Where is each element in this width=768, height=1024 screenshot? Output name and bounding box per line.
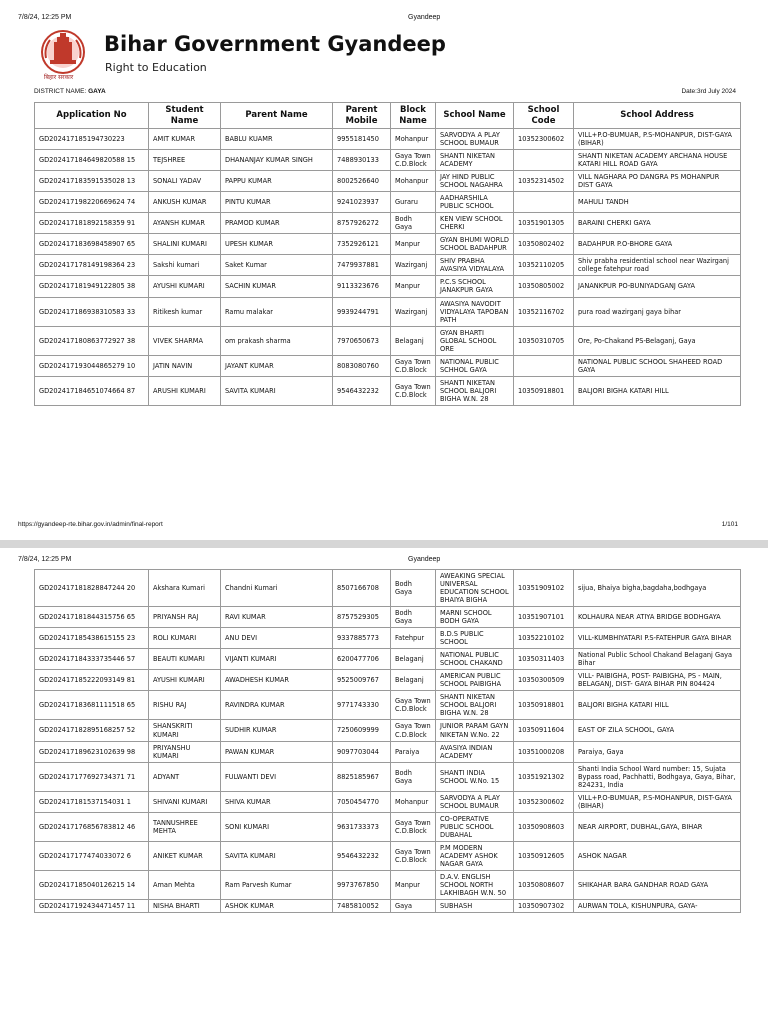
student-name-cell: SONALI YADAV [149,171,221,192]
school-address-cell: KOLHAURA NEAR ATIYA BRIDGE BODHGAYA [574,607,741,628]
student-name-cell: Sakshi kumari [149,255,221,276]
table-row [35,255,741,276]
table-row [35,670,741,691]
table-row [35,129,741,150]
student-name-cell: JATIN NAVIN [149,355,221,376]
parent-mobile-cell: 7485810052 [333,900,391,913]
school-name-cell: SHANTI NIKETAN SCHOOL BALJORI BIGHA W.N. 28 [436,376,514,405]
parent-name-cell: Ramu malakar [221,297,333,326]
table-row [35,355,741,376]
student-name-cell: ROLI KUMARI [149,628,221,649]
column-header: Block Name [391,103,436,129]
block-name-cell: Mohanpur [391,129,436,150]
application-no-cell: GD202417185040126215 14 [35,870,149,899]
block-name-cell: Manpur [391,234,436,255]
table-row [35,570,741,607]
school-name-cell: CO-OPERATIVE PUBLIC SCHOOL DUBAHAL [436,812,514,841]
school-code-cell: 10351907101 [514,607,574,628]
school-name-cell: SHANTI NIKETAN ACADEMY [436,150,514,171]
school-name-cell: SUBHASH [436,900,514,913]
application-no-cell: GD202417189623102639 98 [35,741,149,762]
school-address-cell: JANANKPUR PO-BUNIYADGANJ GAYA [574,276,741,297]
school-name-cell: P.M MODERN ACADEMY ASHOK NAGAR GAYA [436,841,514,870]
parent-mobile-cell: 6200477706 [333,649,391,670]
parent-name-cell: Ram Parvesh Kumar [221,870,333,899]
block-name-cell: Mohanpur [391,171,436,192]
application-no-cell: GD202417183591535028 13 [35,171,149,192]
application-no-cell: GD202417182895168257 52 [35,720,149,741]
student-name-cell: SHALINI KUMARI [149,234,221,255]
block-name-cell: Gaya Town C.D.Block [391,355,436,376]
school-code-cell: 10352110205 [514,255,574,276]
table-body [35,570,741,913]
school-code-cell: 10350300509 [514,670,574,691]
column-header: Parent Mobile [333,103,391,129]
block-name-cell: Paraiya [391,741,436,762]
student-name-cell: BEAUTI KUMARI [149,649,221,670]
parent-name-cell: SACHIN KUMAR [221,276,333,297]
block-name-cell: Gaya Town C.D.Block [391,841,436,870]
student-name-cell: AYUSHI KUMARI [149,670,221,691]
parent-name-cell: VIJANTI KUMARI [221,649,333,670]
school-name-cell: AWASIYA NAVODIT VIDYALAYA TAPOBAN PATH [436,297,514,326]
student-name-cell: ADYANT [149,762,221,791]
table-row [35,234,741,255]
table-row [35,741,741,762]
application-no-cell: GD202417184651074664 87 [35,376,149,405]
application-no-cell: GD202417181844315756 65 [35,607,149,628]
column-header: Parent Name [221,103,333,129]
application-no-cell: GD202417183698458907 65 [35,234,149,255]
footer-url: https://gyandeep-rte.bihar.gov.in/admin/final-report [18,521,163,528]
table-row [35,297,741,326]
student-name-cell: AMIT KUMAR [149,129,221,150]
parent-name-cell: SAVITA KUMARI [221,376,333,405]
block-name-cell: Gaya Town C.D.Block [391,720,436,741]
district-label: DISTRICT NAME: [34,88,87,95]
print-site-name: Gyandeep [408,14,441,21]
school-code-cell: 10350918801 [514,376,574,405]
parent-mobile-cell: 7970650673 [333,326,391,355]
table-body [35,129,741,406]
block-name-cell: Guraru [391,192,436,213]
school-code-cell: 10351909102 [514,570,574,607]
block-name-cell: Gaya Town C.D.Block [391,376,436,405]
application-no-cell: GD202417192434471457 11 [35,900,149,913]
student-name-cell: TEJSHREE [149,150,221,171]
parent-name-cell: DHANANJAY KUMAR SINGH [221,150,333,171]
school-address-cell: ASHOK NAGAR [574,841,741,870]
block-name-cell: Fatehpur [391,628,436,649]
report-date: Date:3rd July 2024 [681,88,736,95]
school-address-cell: Paraiya, Gaya [574,741,741,762]
parent-mobile-cell: 9939244791 [333,297,391,326]
school-name-cell: SARVODYA A PLAY SCHOOL BUMAUR [436,791,514,812]
school-address-cell: Shanti India School Ward number: 15, Sujata Bypass road, Pachhatti, Bodhgaya, Gaya, Bihar, 824231, India [574,762,741,791]
school-address-cell: Shiv prabha residential school near Wazirganj college fatehpur road [574,255,741,276]
school-address-cell: BADAHPUR P.O-BHORE GAYA [574,234,741,255]
school-name-cell: D.A.V. ENGLISH SCHOOL NORTH LAKHIBAGH W.N. 50 [436,870,514,899]
block-name-cell: Bodh Gaya [391,213,436,234]
student-name-cell: VIVEK SHARMA [149,326,221,355]
school-name-cell: JAY HIND PUBLIC SCHOOL NAGAHRA [436,171,514,192]
student-name-cell: Aman Mehta [149,870,221,899]
parent-name-cell: PAWAN KUMAR [221,741,333,762]
application-no-cell: GD202417184649820588 15 [35,150,149,171]
school-code-cell: 10350808607 [514,870,574,899]
table-row [35,720,741,741]
parent-mobile-cell: 8083080760 [333,355,391,376]
school-address-cell: pura road wazirganj gaya bihar [574,297,741,326]
application-no-cell: GD202417183681111518 65 [35,691,149,720]
parent-name-cell: SUDHIR KUMAR [221,720,333,741]
school-address-cell: VILL NAGHARA PO DANGRA PS MOHANPUR DIST GAYA [574,171,741,192]
parent-mobile-cell: 9241023937 [333,192,391,213]
block-name-cell: Wazirganj [391,255,436,276]
school-address-cell: MAHULI TANDH [574,192,741,213]
block-name-cell: Gaya Town C.D.Block [391,812,436,841]
school-code-cell [514,355,574,376]
table-row [35,150,741,171]
school-address-cell: SHANTI NIKETAN ACADEMY ARCHANA HOUSE KATARI HILL ROAD GAYA [574,150,741,171]
school-address-cell: AURWAN TOLA, KISHUNPURA, GAYA- [574,900,741,913]
school-address-cell: BALJORI BIGHA KATARI HILL [574,376,741,405]
school-name-cell: SHIV PRABHA AVASIYA VIDYALAYA [436,255,514,276]
parent-mobile-cell: 8002526640 [333,171,391,192]
school-code-cell: 10350802402 [514,234,574,255]
school-name-cell: SARVODYA A PLAY SCHOOL BUMAUR [436,129,514,150]
logo-caption: बिहार सरकार [44,74,74,81]
application-no-cell: GD202417177692734371 71 [35,762,149,791]
block-name-cell: Gaya Town C.D.Block [391,691,436,720]
parent-mobile-cell: 9525009767 [333,670,391,691]
table-row [35,841,741,870]
school-name-cell: NATIONAL PUBLIC SCHOOL CHAKAND [436,649,514,670]
parent-name-cell: FULWANTI DEVI [221,762,333,791]
parent-mobile-cell: 9546432232 [333,376,391,405]
table-row [35,691,741,720]
school-code-cell: 10350908603 [514,812,574,841]
table-row [35,870,741,899]
parent-name-cell: SAVITA KUMARI [221,841,333,870]
school-name-cell: AWEAKING SPECIAL UNIVERSAL EDUCATION SCHOOL BHAIYA BIGHA [436,570,514,607]
table-row [35,376,741,405]
table-row [35,812,741,841]
parent-name-cell: PINTU KUMAR [221,192,333,213]
table-row [35,649,741,670]
school-name-cell: SHANTI INDIA SCHOOL W.No. 15 [436,762,514,791]
parent-name-cell: ANU DEVI [221,628,333,649]
school-address-cell: NATIONAL PUBLIC SCHOOL SHAHEED ROAD GAYA [574,355,741,376]
student-name-cell: SHANSKRITI KUMARI [149,720,221,741]
application-no-cell: GD202417186938310583 33 [35,297,149,326]
print-datetime: 7/8/24, 12:25 PM [18,14,72,21]
parent-name-cell: SONI KUMARI [221,812,333,841]
school-name-cell: P.C.S SCHOOL JANAKPUR GAYA [436,276,514,297]
parent-name-cell: JAYANT KUMAR [221,355,333,376]
school-name-cell: AVASIYA INDIAN ACADEMY [436,741,514,762]
school-address-cell: VILL+P.O-BUMUAR, P.S-MOHANPUR, DIST-GAYA (BIHAR) [574,791,741,812]
district-line [34,88,106,95]
parent-mobile-cell: 9546432232 [333,841,391,870]
school-name-cell: AADHARSHILA PUBLIC SCHOOL [436,192,514,213]
student-name-cell: ARUSHI KUMARI [149,376,221,405]
student-name-cell: PRIYANSHU KUMARI [149,741,221,762]
application-no-cell: GD202417180863772927 38 [35,326,149,355]
footer-page-number: 1/101 [721,521,738,528]
parent-mobile-cell: 8507166708 [333,570,391,607]
parent-name-cell: UPESH KUMAR [221,234,333,255]
student-name-cell: ANKUSH KUMAR [149,192,221,213]
application-no-cell: GD202417176856783812 46 [35,812,149,841]
school-address-cell: NEAR AIRPORT, DUBHAL,GAYA, BIHAR [574,812,741,841]
application-no-cell: GD202417181828847244 20 [35,570,149,607]
table-row [35,607,741,628]
parent-mobile-cell: 9113323676 [333,276,391,297]
parent-mobile-cell: 8757529305 [333,607,391,628]
table-row [35,900,741,913]
student-name-cell: AYANSH KUMAR [149,213,221,234]
block-name-cell: Manpur [391,870,436,899]
parent-mobile-cell: 7479937881 [333,255,391,276]
application-no-cell: GD202417198220669624 74 [35,192,149,213]
school-address-cell: BALJORI BIGHA KATARI HILL [574,691,741,720]
column-header: Application No [35,103,149,129]
student-name-cell: Ritikesh kumar [149,297,221,326]
school-code-cell: 10352300602 [514,129,574,150]
table-row [35,762,741,791]
column-header: Student Name [149,103,221,129]
table-row [35,276,741,297]
parent-name-cell: ASHOK KUMAR [221,900,333,913]
school-name-cell: AMERICAN PUBLIC SCHOOL PAIBIGHA [436,670,514,691]
school-name-cell: GYAN BHARTI GLOBAL SCHOOL ORE [436,326,514,355]
parent-name-cell: SHIVA KUMAR [221,791,333,812]
parent-name-cell: Chandni Kumari [221,570,333,607]
student-name-cell: AYUSHI KUMARI [149,276,221,297]
school-address-cell: BARAINI CHERKI GAYA [574,213,741,234]
school-code-cell: 10350912605 [514,841,574,870]
school-code-cell: 10350907302 [514,900,574,913]
school-name-cell: KEN VIEW SCHOOL CHERKI [436,213,514,234]
student-name-cell: NISHA BHARTI [149,900,221,913]
application-no-cell: GD202417181892158359 91 [35,213,149,234]
table-row [35,791,741,812]
table-row [35,628,741,649]
block-name-cell: Belaganj [391,670,436,691]
school-code-cell: 10352314502 [514,171,574,192]
school-code-cell: 10352116702 [514,297,574,326]
application-no-cell: GD202417185222093149 81 [35,670,149,691]
table-row [35,192,741,213]
school-code-cell: 10350311403 [514,649,574,670]
block-name-cell: Bodh Gaya [391,570,436,607]
student-name-cell: RISHU RAJ [149,691,221,720]
column-header: School Name [436,103,514,129]
parent-mobile-cell: 9631733373 [333,812,391,841]
applications-table-continued [34,569,741,913]
block-name-cell: Belaganj [391,326,436,355]
document-subtitle: Right to Education [105,61,207,74]
block-name-cell: Wazirganj [391,297,436,326]
application-no-cell: GD202417185438615155 23 [35,628,149,649]
school-code-cell: 10352210102 [514,628,574,649]
school-code-cell [514,192,574,213]
table-row [35,213,741,234]
school-code-cell: 10350918801 [514,691,574,720]
table-row [35,326,741,355]
block-name-cell: Gaya [391,900,436,913]
parent-mobile-cell: 9771743330 [333,691,391,720]
block-name-cell: Mohanpur [391,791,436,812]
school-name-cell: NATIONAL PUBLIC SCHHOL GAYA [436,355,514,376]
parent-mobile-cell: 8757926272 [333,213,391,234]
parent-name-cell: PAPPU KUMAR [221,171,333,192]
parent-name-cell: om prakash sharma [221,326,333,355]
block-name-cell: Bodh Gaya [391,762,436,791]
parent-mobile-cell: 7050454770 [333,791,391,812]
block-name-cell: Belaganj [391,649,436,670]
school-address-cell: Ore, Po-Chakand PS-Belaganj, Gaya [574,326,741,355]
school-address-cell: sijua, Bhaiya bigha,bagdaha,bodhgaya [574,570,741,607]
parent-mobile-cell: 7352926121 [333,234,391,255]
school-code-cell: 10351000208 [514,741,574,762]
school-name-cell: GYAN BHUMI WORLD SCHOOL BADAHPUR [436,234,514,255]
school-name-cell: MARNI SCHOOL BODH GAYA [436,607,514,628]
block-name-cell: Gaya Town C.D.Block [391,150,436,171]
school-code-cell: 10350911604 [514,720,574,741]
application-no-cell: GD202417181949122805 38 [35,276,149,297]
school-name-cell: JUNIOR PARAM GAYN NIKETAN W.No. 22 [436,720,514,741]
school-address-cell: EAST OF ZILA SCHOOL, GAYA [574,720,741,741]
parent-name-cell: AWADHESH KUMAR [221,670,333,691]
application-no-cell: GD202417178149198364 23 [35,255,149,276]
district-value: GAYA [88,88,106,95]
school-code-cell: 10350805002 [514,276,574,297]
school-address-cell: SHIKAHAR BARA GANDHAR ROAD GAYA [574,870,741,899]
parent-mobile-cell: 9973767850 [333,870,391,899]
column-header: School Address [574,103,741,129]
school-code-cell: 10350310705 [514,326,574,355]
school-address-cell: VILL+P.O-BUMUAR, P.S-MOHANPUR, DIST-GAYA (BIHAR) [574,129,741,150]
application-no-cell: GD202417185194730223 [35,129,149,150]
school-address-cell: VILL- PAIBIGHA, POST- PAIBIGHA, PS - MAIN, BELAGANJ, DIST- GAYA BIHAR PIN 804424 [574,670,741,691]
column-header: School Code [514,103,574,129]
school-code-cell [514,150,574,171]
student-name-cell: SHIVANI KUMARI [149,791,221,812]
student-name-cell: TANNUSHREE MEHTA [149,812,221,841]
school-code-cell: 10351921302 [514,762,574,791]
school-address-cell: National Public School Chakand Belaganj Gaya Bihar [574,649,741,670]
parent-mobile-cell: 7250609999 [333,720,391,741]
parent-mobile-cell: 9097703044 [333,741,391,762]
report-page-2 [0,548,768,1024]
parent-mobile-cell: 9955181450 [333,129,391,150]
school-name-cell: SHANTI NIKETAN SCHOOL BALJORI BIGHA W.N. 28 [436,691,514,720]
document-title: Bihar Government Gyandeep [104,32,446,56]
school-code-cell: 10351901305 [514,213,574,234]
application-no-cell: GD202417193044865279 10 [35,355,149,376]
parent-mobile-cell: 7488930133 [333,150,391,171]
print-site-name: Gyandeep [408,556,441,563]
student-name-cell: Akshara Kumari [149,570,221,607]
school-name-cell: B.D.S PUBLIC SCHOOL [436,628,514,649]
table-row [35,171,741,192]
application-no-cell: GD202417177474033072 6 [35,841,149,870]
block-name-cell: Bodh Gaya [391,607,436,628]
parent-name-cell: PRAMOD KUMAR [221,213,333,234]
school-code-cell: 10352300602 [514,791,574,812]
block-name-cell: Manpur [391,276,436,297]
parent-name-cell: RAVINDRA KUMAR [221,691,333,720]
parent-name-cell: Saket Kumar [221,255,333,276]
parent-mobile-cell: 9337885773 [333,628,391,649]
parent-mobile-cell: 8825185967 [333,762,391,791]
application-no-cell: GD202417184333735446 57 [35,649,149,670]
application-no-cell: GD202417181537154031 1 [35,791,149,812]
table-header-row [35,103,741,129]
parent-name-cell: RAVI KUMAR [221,607,333,628]
parent-name-cell: BABLU KUAMR [221,129,333,150]
student-name-cell: PRIYANSH RAJ [149,607,221,628]
student-name-cell: ANIKET KUMAR [149,841,221,870]
school-address-cell: VILL-KUMBHIYATARI P.S-FATEHPUR GAYA BIHAR [574,628,741,649]
applications-table [34,102,741,406]
print-datetime: 7/8/24, 12:25 PM [18,556,72,563]
